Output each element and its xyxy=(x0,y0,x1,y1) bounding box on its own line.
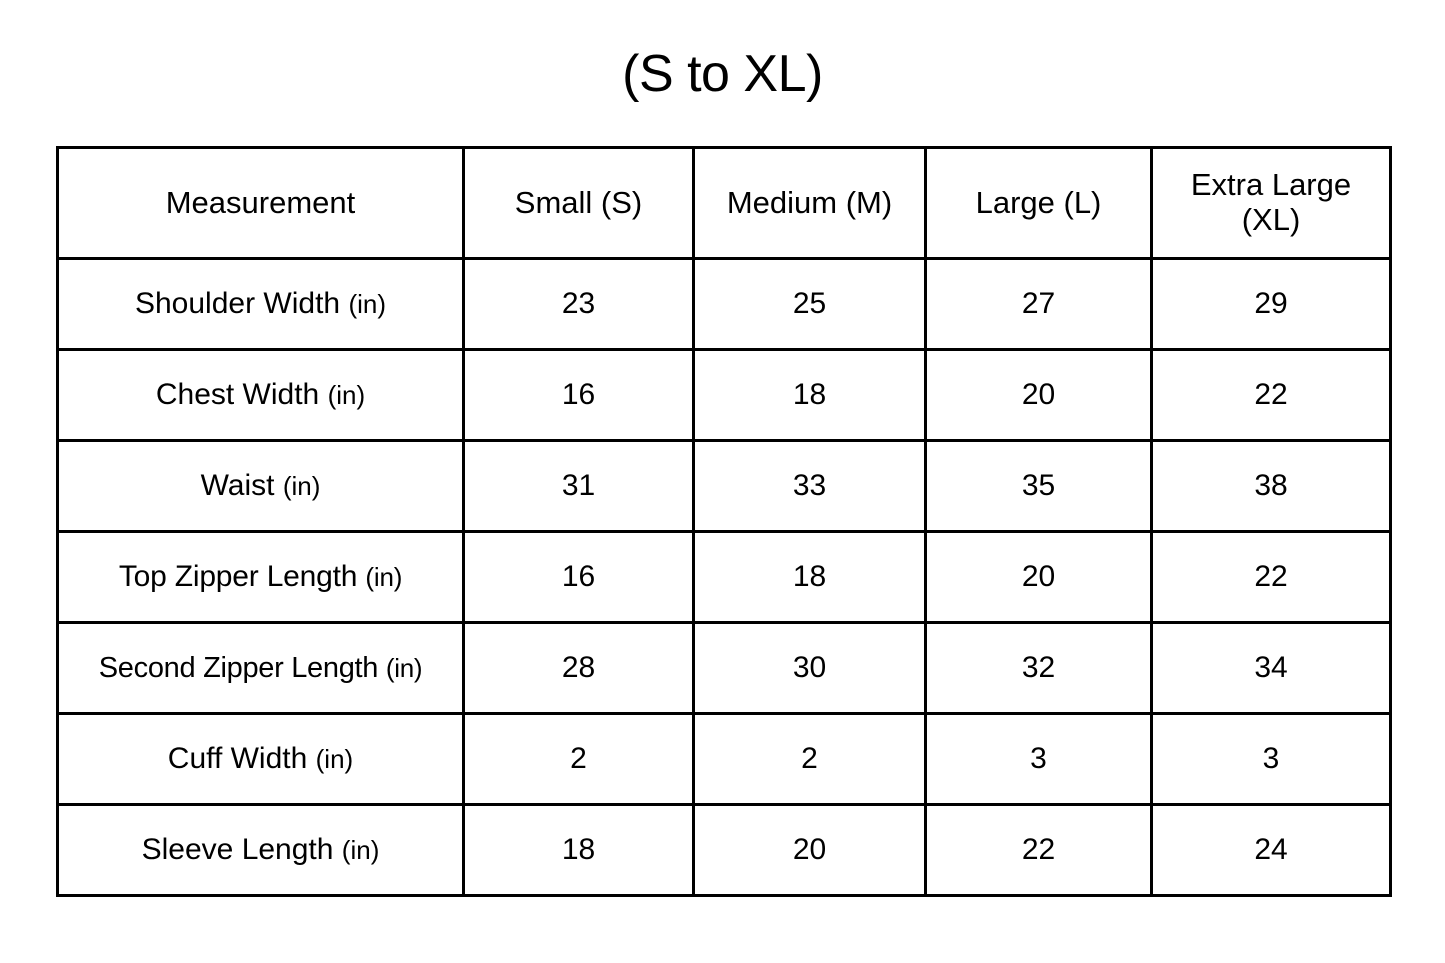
table-body xyxy=(58,259,1391,896)
cell-large: 20 xyxy=(926,350,1152,441)
cell-large: 32 xyxy=(926,623,1152,714)
table-header-row xyxy=(58,148,1391,259)
row-label xyxy=(58,259,464,350)
row-label xyxy=(58,532,464,623)
row-label-unit: (in) xyxy=(348,289,386,319)
cell-extra-large: 29 xyxy=(1152,259,1391,350)
cell-medium: 18 xyxy=(694,532,926,623)
table-header xyxy=(58,148,1391,259)
column-header-medium: Medium (M) xyxy=(694,148,926,259)
row-label-text: Cuff Width xyxy=(167,742,308,775)
table-row xyxy=(58,805,1391,896)
table-row xyxy=(58,623,1391,714)
cell-small: 16 xyxy=(464,532,694,623)
cell-small: 16 xyxy=(464,350,694,441)
row-label-unit: (in) xyxy=(327,380,366,410)
cell-extra-large: 3 xyxy=(1152,714,1391,805)
row-label-unit: (in) xyxy=(385,652,423,683)
table-row xyxy=(58,714,1391,805)
column-header-measurement: Measurement xyxy=(58,148,464,259)
cell-medium: 2 xyxy=(694,714,926,805)
row-label-unit: (in) xyxy=(365,562,403,592)
cell-small: 23 xyxy=(464,259,694,350)
row-label xyxy=(58,714,464,805)
cell-large: 22 xyxy=(926,805,1152,896)
table-row xyxy=(58,441,1391,532)
row-label-text: Shoulder Width xyxy=(134,287,341,320)
size-table xyxy=(56,146,1392,897)
table-row xyxy=(58,532,1391,623)
cell-medium: 33 xyxy=(694,441,926,532)
page-title: (S to XL) xyxy=(622,45,823,103)
row-label-unit: (in) xyxy=(341,835,380,865)
cell-small: 2 xyxy=(464,714,694,805)
row-label-text: Sleeve Length xyxy=(141,833,334,866)
cell-extra-large: 38 xyxy=(1152,441,1391,532)
column-header-small: Small (S) xyxy=(464,148,694,259)
cell-extra-large: 24 xyxy=(1152,805,1391,896)
cell-medium: 30 xyxy=(694,623,926,714)
row-label-text: Second Zipper Length xyxy=(98,651,379,684)
row-label-text: Top Zipper Length xyxy=(118,560,358,593)
cell-large: 20 xyxy=(926,532,1152,623)
row-label-unit: (in) xyxy=(282,471,321,501)
row-label xyxy=(58,623,464,714)
cell-large: 27 xyxy=(926,259,1152,350)
row-label-text: Chest Width xyxy=(155,378,320,411)
cell-large: 35 xyxy=(926,441,1152,532)
row-label-unit: (in) xyxy=(315,744,354,774)
row-label xyxy=(58,441,464,532)
row-label xyxy=(58,350,464,441)
cell-extra-large: 22 xyxy=(1152,532,1391,623)
cell-small: 18 xyxy=(464,805,694,896)
cell-medium: 18 xyxy=(694,350,926,441)
cell-extra-large: 22 xyxy=(1152,350,1391,441)
cell-large: 3 xyxy=(926,714,1152,805)
cell-medium: 20 xyxy=(694,805,926,896)
table-row xyxy=(58,259,1391,350)
cell-small: 28 xyxy=(464,623,694,714)
cell-medium: 25 xyxy=(694,259,926,350)
row-label-text: Waist xyxy=(200,469,275,502)
size-table-container xyxy=(56,146,1389,897)
column-header-extra-large: Extra Large (XL) xyxy=(1152,148,1391,259)
table-row xyxy=(58,350,1391,441)
cell-small: 31 xyxy=(464,441,694,532)
cell-extra-large: 34 xyxy=(1152,623,1391,714)
column-header-large: Large (L) xyxy=(926,148,1152,259)
row-label xyxy=(58,805,464,896)
